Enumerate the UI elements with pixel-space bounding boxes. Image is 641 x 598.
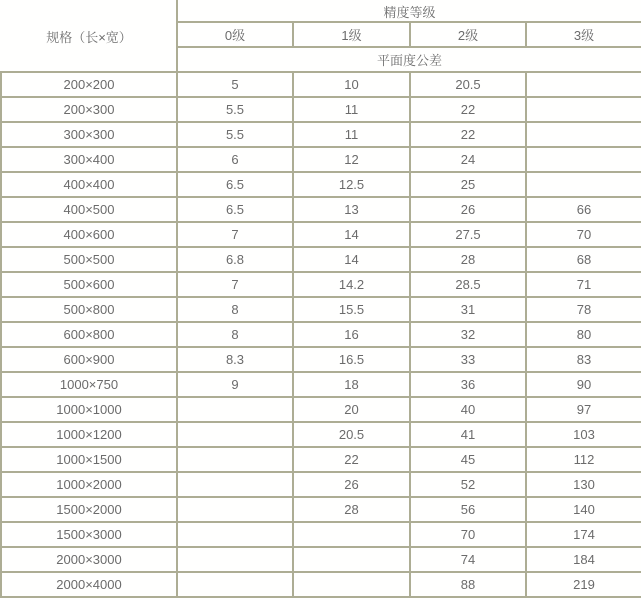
table-row (1, 422, 641, 447)
tolerance-value-cell: 174 (526, 522, 641, 547)
tolerance-value-cell (293, 522, 410, 547)
table-row (1, 122, 641, 147)
tolerance-value-cell: 22 (410, 97, 526, 122)
tolerance-value-cell (177, 572, 293, 597)
tolerance-value-cell: 9 (177, 372, 293, 397)
tolerance-value-cell: 22 (293, 447, 410, 472)
tolerance-value-cell: 6.5 (177, 172, 293, 197)
tolerance-value-cell: 20 (293, 397, 410, 422)
grade-header-cell-0: 0级 (177, 22, 293, 47)
spec-cell: 1000×2000 (1, 472, 177, 497)
tolerance-value-cell: 7 (177, 272, 293, 297)
tolerance-value-cell: 56 (410, 497, 526, 522)
tolerance-value-cell (177, 422, 293, 447)
table-row (1, 272, 641, 297)
spec-cell: 1000×1200 (1, 422, 177, 447)
tolerance-value-cell (293, 572, 410, 597)
tolerance-value-cell: 11 (293, 122, 410, 147)
tolerance-value-cell: 36 (410, 372, 526, 397)
precision-group-header: 精度等级 (177, 1, 641, 22)
tolerance-value-cell: 32 (410, 322, 526, 347)
tolerance-value-cell: 28 (410, 247, 526, 272)
spec-cell: 300×300 (1, 122, 177, 147)
tolerance-value-cell: 70 (410, 522, 526, 547)
tolerance-value-cell: 103 (526, 422, 641, 447)
tolerance-value-cell (177, 497, 293, 522)
tolerance-value-cell: 80 (526, 322, 641, 347)
tolerance-value-cell: 8 (177, 297, 293, 322)
spec-cell: 1000×1000 (1, 397, 177, 422)
tolerance-value-cell: 28.5 (410, 272, 526, 297)
tolerance-value-cell: 219 (526, 572, 641, 597)
tolerance-value-cell: 26 (293, 472, 410, 497)
table-row (1, 72, 641, 97)
table-body (1, 72, 641, 597)
tolerance-value-cell: 5.5 (177, 122, 293, 147)
tolerance-value-cell (177, 397, 293, 422)
tolerance-value-cell: 52 (410, 472, 526, 497)
table-row (1, 97, 641, 122)
tolerance-value-cell (177, 447, 293, 472)
tolerance-value-cell: 13 (293, 197, 410, 222)
table-row (1, 147, 641, 172)
header-row-precision (1, 1, 641, 22)
tolerance-value-cell (526, 97, 641, 122)
tolerance-value-cell: 90 (526, 372, 641, 397)
tolerance-value-cell: 26 (410, 197, 526, 222)
spec-cell: 600×800 (1, 322, 177, 347)
tolerance-value-cell: 130 (526, 472, 641, 497)
tolerance-value-cell: 45 (410, 447, 526, 472)
table-row (1, 347, 641, 372)
tolerance-value-cell: 74 (410, 547, 526, 572)
tolerance-value-cell: 12 (293, 147, 410, 172)
tolerance-value-cell: 16.5 (293, 347, 410, 372)
tolerance-value-cell: 20.5 (293, 422, 410, 447)
spec-cell: 1500×3000 (1, 522, 177, 547)
spec-cell: 200×300 (1, 97, 177, 122)
tolerance-value-cell (293, 547, 410, 572)
tolerance-value-cell: 6.5 (177, 197, 293, 222)
tolerance-value-cell: 8 (177, 322, 293, 347)
tolerance-value-cell: 112 (526, 447, 641, 472)
tolerance-value-cell: 10 (293, 72, 410, 97)
tolerance-value-cell (526, 72, 641, 97)
spec-cell: 1000×1500 (1, 447, 177, 472)
tolerance-value-cell: 97 (526, 397, 641, 422)
spec-cell: 600×900 (1, 347, 177, 372)
spec-cell: 200×200 (1, 72, 177, 97)
spec-cell: 400×600 (1, 222, 177, 247)
tolerance-value-cell: 14 (293, 222, 410, 247)
table-row (1, 197, 641, 222)
tolerance-value-cell: 78 (526, 297, 641, 322)
tolerance-value-cell (526, 147, 641, 172)
spec-header-cell: 规格（长×宽） (1, 1, 177, 72)
grade-header-cell-1: 1级 (293, 22, 410, 47)
tolerance-value-cell: 184 (526, 547, 641, 572)
table-row (1, 247, 641, 272)
tolerance-value-cell: 22 (410, 122, 526, 147)
table-row (1, 397, 641, 422)
tolerance-value-cell: 66 (526, 197, 641, 222)
spec-cell: 1000×750 (1, 372, 177, 397)
table-row (1, 222, 641, 247)
tolerance-value-cell (177, 522, 293, 547)
tolerance-value-cell: 15.5 (293, 297, 410, 322)
table-row (1, 372, 641, 397)
spec-cell: 400×500 (1, 197, 177, 222)
tolerance-value-cell: 33 (410, 347, 526, 372)
table-row (1, 172, 641, 197)
tolerance-value-cell: 71 (526, 272, 641, 297)
table-row (1, 522, 641, 547)
tolerance-value-cell: 14 (293, 247, 410, 272)
tolerance-value-cell: 83 (526, 347, 641, 372)
tolerance-value-cell: 6 (177, 147, 293, 172)
table-row (1, 322, 641, 347)
tolerance-value-cell: 68 (526, 247, 641, 272)
spec-cell: 2000×4000 (1, 572, 177, 597)
spec-cell: 300×400 (1, 147, 177, 172)
spec-cell: 500×600 (1, 272, 177, 297)
table-row (1, 472, 641, 497)
spec-cell: 500×500 (1, 247, 177, 272)
spec-cell: 1500×2000 (1, 497, 177, 522)
table-row (1, 297, 641, 322)
tolerance-value-cell (526, 172, 641, 197)
tolerance-value-cell: 27.5 (410, 222, 526, 247)
grade-header-cell-3: 3级 (526, 22, 641, 47)
tolerance-value-cell: 5.5 (177, 97, 293, 122)
tolerance-value-cell: 6.8 (177, 247, 293, 272)
grade-header-cell-2: 2级 (410, 22, 526, 47)
tolerance-value-cell (177, 472, 293, 497)
tolerance-value-cell: 20.5 (410, 72, 526, 97)
tolerance-value-cell: 140 (526, 497, 641, 522)
tolerance-value-cell: 7 (177, 222, 293, 247)
tolerance-value-cell: 16 (293, 322, 410, 347)
spec-cell: 2000×3000 (1, 547, 177, 572)
spec-cell: 400×400 (1, 172, 177, 197)
tolerance-value-cell: 28 (293, 497, 410, 522)
tolerance-group-header: 平面度公差 (177, 47, 641, 72)
tolerance-value-cell: 11 (293, 97, 410, 122)
tolerance-value-cell: 18 (293, 372, 410, 397)
tolerance-value-cell: 8.3 (177, 347, 293, 372)
tolerance-value-cell: 41 (410, 422, 526, 447)
tolerance-value-cell: 14.2 (293, 272, 410, 297)
tolerance-value-cell: 70 (526, 222, 641, 247)
tolerance-value-cell: 31 (410, 297, 526, 322)
table-row (1, 547, 641, 572)
table-row (1, 447, 641, 472)
table-row (1, 572, 641, 597)
table-row (1, 497, 641, 522)
tolerance-value-cell: 40 (410, 397, 526, 422)
spec-cell: 500×800 (1, 297, 177, 322)
tolerance-value-cell (177, 547, 293, 572)
tolerance-value-cell: 5 (177, 72, 293, 97)
tolerance-value-cell: 88 (410, 572, 526, 597)
tolerance-value-cell: 12.5 (293, 172, 410, 197)
tolerance-value-cell: 24 (410, 147, 526, 172)
tolerance-value-cell: 25 (410, 172, 526, 197)
tolerance-value-cell (526, 122, 641, 147)
